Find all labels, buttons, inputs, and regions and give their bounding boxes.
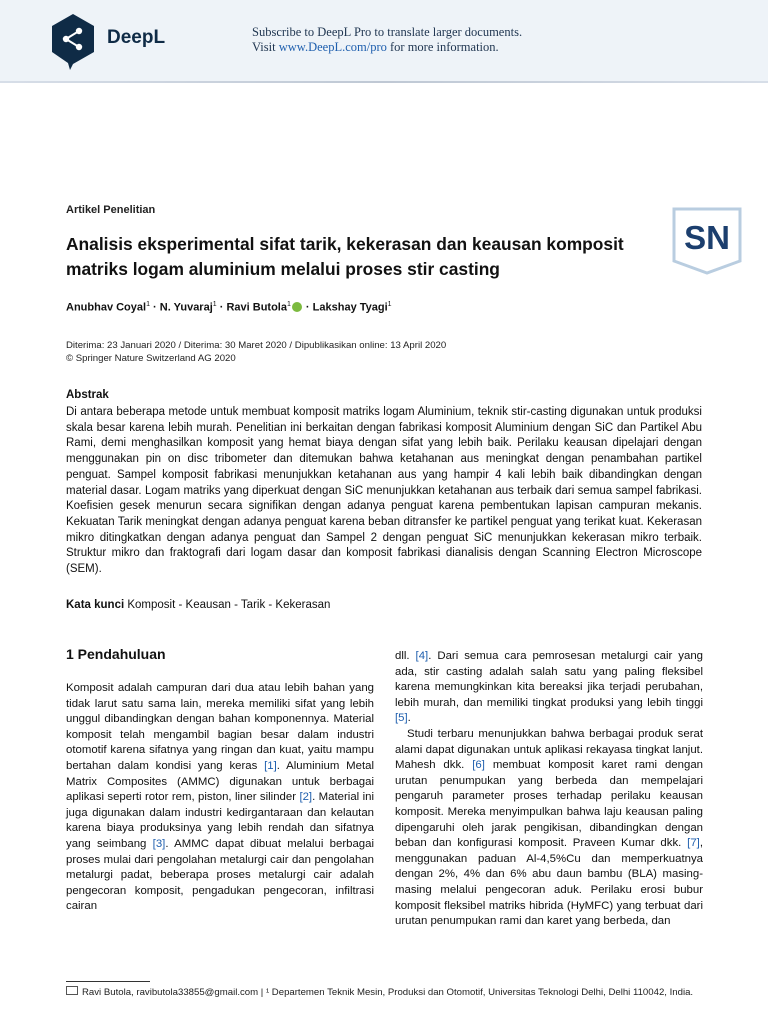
text: . Aluminium Metal Matrix Composites (AMMC) digunakan untuk berbagai aplikasi seperti rotor rem, piston, liner silinder (66, 759, 375, 804)
paragraph (395, 649, 703, 727)
footnote-rule (66, 981, 150, 982)
sn-badge-text: SN (684, 219, 730, 256)
sn-journal-badge-icon (672, 207, 742, 275)
author-name[interactable]: N. Yuvaraj (159, 301, 213, 314)
publication-dates (66, 339, 446, 365)
keywords-list: Komposit - Keausan - Tarik - Kekerasan (124, 599, 331, 611)
text: Komposit adalah campuran dari dua atau lebih bahan yang tidak larut satu sama lain, mereka memiliki sifat yang lebih unggul dibandingkan dengan bahan komponennya. Material komposit telah mengambil bagian besar dalam industri otomotif karena sifatnya yang ringan dan kuat, yaitu mampu bertahan dalam kondisi yang keras (66, 682, 374, 772)
promo-line-2 (252, 40, 522, 55)
footnote-text: Ravi Butola, ravibutola33855@gmail.com | ¹ Departemen Teknik Mesin, Produksi dan Otomotif, Universitas Teknologi Delhi, Delhi 110042, India. (82, 987, 694, 998)
article-title: Analisis eksperimental sifat tarik, kekerasan dan keausan komposit matriks logam aluminium melalui proses stir casting (66, 234, 624, 279)
mail-icon (66, 986, 78, 995)
author-name[interactable]: Lakshay Tyagi (312, 301, 388, 314)
citation-link[interactable]: [4] (415, 650, 429, 662)
author-name[interactable]: Ravi Butola (226, 301, 287, 314)
text: membuat komposit karet rami dengan urutan penumpukan yang berbeda dan mempelajari pengaruh parameter proses terhadap perilaku keausan komposit. Mereka menyimpulkan bahwa laju keausan paling dipengaruhi oleh jarak pengikisan, dibandingkan dengan beban dan konfigurasi komposit. Praveen Kumar dkk. (395, 759, 703, 850)
citation-link[interactable]: [7] (687, 837, 700, 850)
keywords-label: Kata kunci (66, 599, 125, 611)
author-affil: 1 (286, 301, 291, 308)
abstract-text: Di antara beberapa metode untuk membuat komposit matriks logam Aluminium, teknik stir-casting digunakan untuk produksi skala besar karena lebih murah. Penelitian ini berkaitan dengan fabrikasi komposit Aluminium dengan SiC dan Partikel Abu Rami, demi menghasilkan komposit yang hemat biaya dengan sifat yang lebih baik. Perilaku keausan dipelajari dengan menggunakan pin on disc tribometer dan ditemukan bahwa ketahanan aus meningkat dengan penambahan partikel penguat. Sampel komposit fabrikasi menunjukkan ketahanan aus yang hampir 4 kali lebih baik dibandingkan dengan material dasar. Logam matriks yang diperkuat dengan SiC menunjukkan ketahanan aus terbaik dari semua sampel fabrikasi. Koefisien gesek menurun secara signifikan dengan adanya penguat karena pembentukan lapisan campuran mekanis. Kekuatan Tarik meningkat dengan adanya penguat karena beban ditransfer ke partikel penguat yang terikat kuat. Kekerasan mikro ditingkatkan dengan adanya penguat dan Sampel 2 dengan penguat SiC menunjukkan kekerasan mikro terbaik. Struktur mikro dan fraktografi dari logam dasar dan komposit fabrikasi dianalisis dengan Scanning Electron Microscope (SEM). (66, 406, 702, 576)
body-column-right (395, 649, 703, 930)
abstract-heading: Abstrak (66, 389, 109, 401)
promo-text (252, 25, 522, 55)
article-type-label: Artikel Penelitian (66, 204, 156, 216)
author-list: Anubhav Coyal$^1$ · N. Yuvaraj$^1$ · Ravi Butola$^1$ · Lakshay Tyagi$^1$ (66, 301, 392, 314)
body-column-left (66, 681, 374, 915)
promo-prefix: Visit (252, 40, 279, 54)
orcid-icon[interactable] (292, 302, 302, 312)
text: . AMMC dapat dibuat melalui berbagai proses mulai dari pengolahan metalurgi cair dan pengolahan metalurgi padat, beberapa proses metalurgi cair adalah pengecoran komposit, pengadukan pengecoran, infiltrasi cairan (66, 837, 375, 913)
copyright-line: © Springer Nature Switzerland AG 2020 (66, 353, 236, 364)
citation-link[interactable]: [2] (299, 791, 313, 804)
citation-link[interactable]: [6] (472, 759, 485, 772)
paragraph (395, 727, 703, 930)
citation-link[interactable]: [5] (395, 712, 408, 725)
text: , menggunakan paduan Al-4,5%Cu dan memperkuatnya dengan 2%, 4% dan 6% abu daun bambu (BLA) masing-masing melalui pengecoran aduk. Perilaku erosi bubur komposit fleksibel matriks hibrida (HyMFC) yang terbuat dari urutan penumpukan rami dan karet yang berbeda, dan (395, 837, 703, 928)
text: Studi terbaru menunjukkan bahwa berbagai produk serat alami dapat digunakan untuk aplikasi rekayasa tingkat lanjut. Mahesh dkk. (395, 727, 703, 772)
text: . Dari semua cara pemrosesan metalurgi cair yang ada, stir casting adalah salah satu yang paling fleksibel karena memungkinkan kita bereaksi jika terjadi perubahan, lebih murah, dan memiliki tingkat produksi yang lebih tinggi (395, 650, 703, 709)
citation-link[interactable]: [3] (152, 837, 166, 850)
deepl-banner (0, 0, 768, 82)
promo-line-1: Subscribe to DeepL Pro to translate larger documents. (252, 25, 523, 39)
deepl-brand-name: DeepL (107, 27, 166, 48)
text: dll. (395, 650, 416, 662)
paragraph (66, 681, 374, 915)
banner-divider (0, 81, 768, 83)
deepl-pro-link[interactable]: www.DeepL.com/pro (278, 40, 387, 54)
author-affil: 1 (146, 301, 150, 308)
footnote (66, 986, 746, 999)
deepl-logo-icon (48, 12, 98, 70)
author-affil: 1 (212, 301, 217, 308)
citation-link[interactable]: [1] (264, 759, 277, 772)
author-affil: 1 (387, 301, 392, 308)
promo-suffix: for more information. (386, 40, 499, 54)
dates-line: Diterima: 23 Januari 2020 / Diterima: 30 Maret 2020 / Dipublikasikan online: 13 April 2020 (66, 340, 447, 351)
text: . (407, 712, 411, 725)
author-name[interactable]: Anubhav Coyal (66, 301, 147, 314)
text: . Material ini juga digunakan dalam industri kedirgantaraan dan kelautan karena biaya produksinya yang lebih rendah dan sifatnya yang seimbang (66, 791, 375, 850)
section-heading: 1 Pendahuluan (66, 646, 166, 662)
keywords (66, 599, 330, 611)
